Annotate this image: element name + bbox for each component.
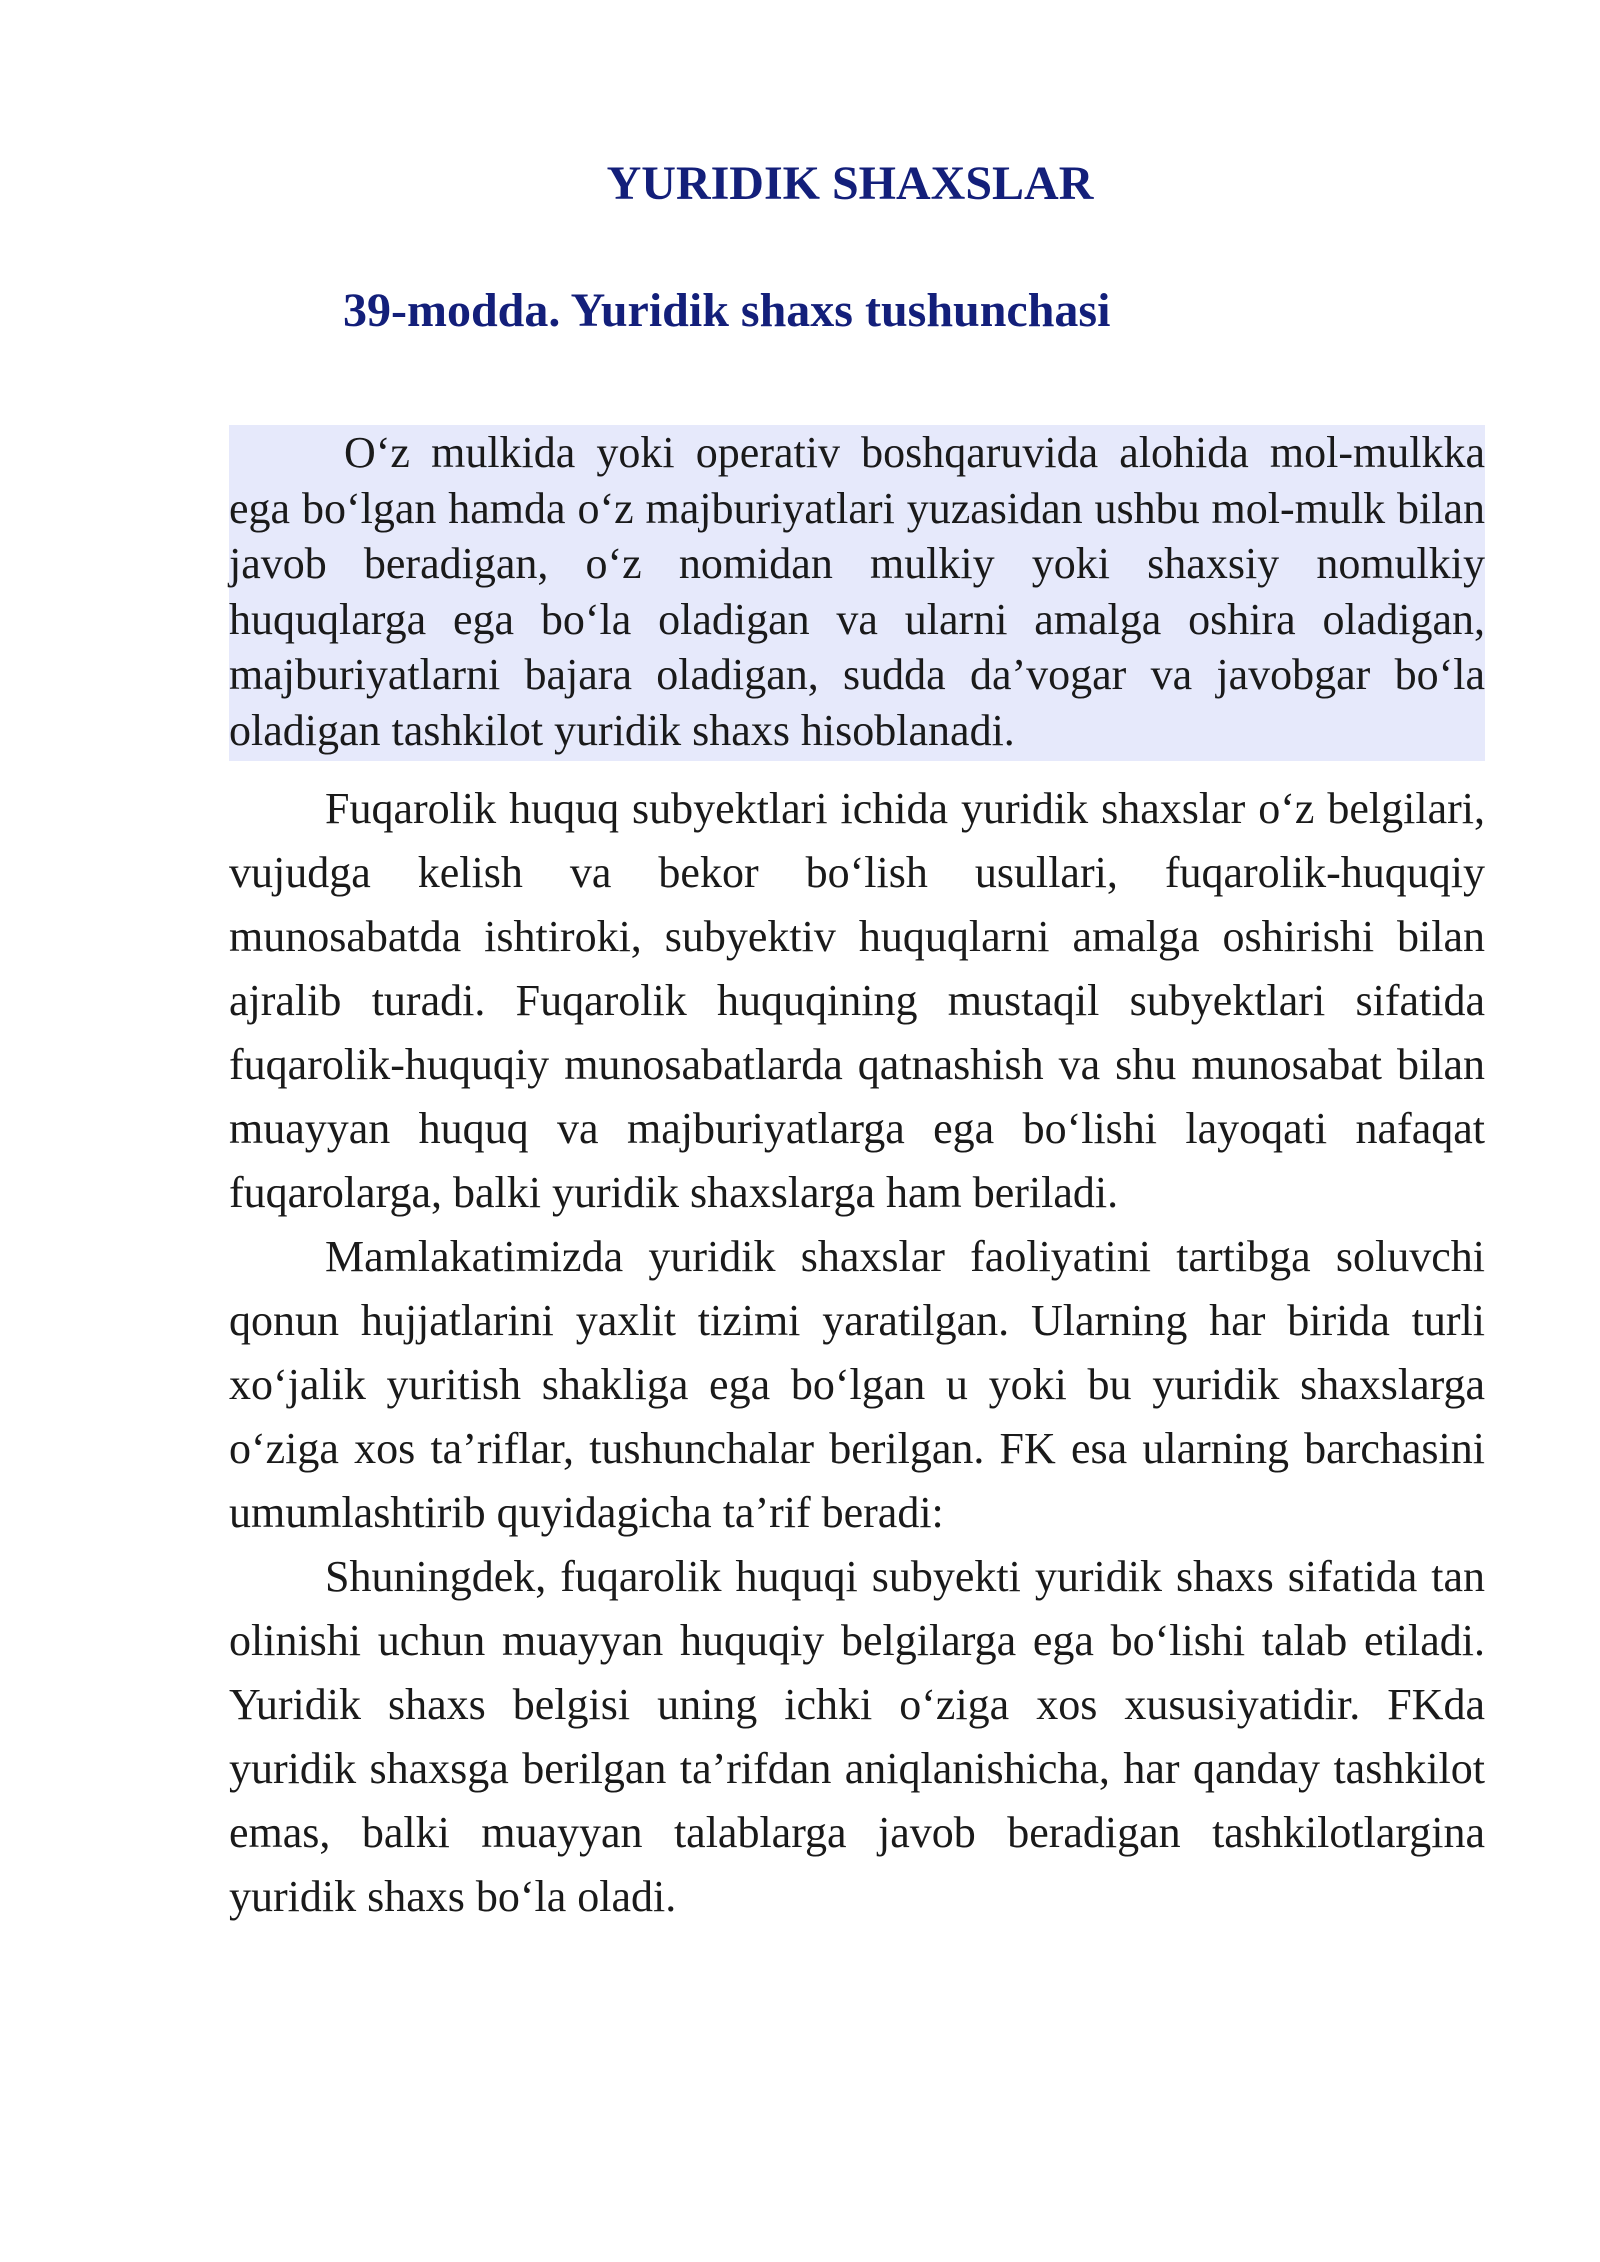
paragraph-3: Shuningdek, fuqarolik huquqi subyekti yuridik shaxs sifatida tan olinishi uchun muayyan huquqiy belgilarga ega bo‘lishi talab etiladi. Yuridik shaxs belgisi uning ichki o‘ziga xos xususiyatidir. FKda yuridik shaxsga berilgan ta’rifdan aniqlanishicha, har qanday tashkilot emas, balki muayyan talablarga javob beradigan tashkilotlargina yuridik shaxs bo‘la oladi. (229, 1552, 1485, 1921)
paragraph-1: Fuqarolik huquq subyektlari ichida yuridik shaxslar o‘z belgilari, vujudga kelish va bekor bo‘lish usullari, fuqarolik-huquqiy munosabatda ishtiroki, subyektiv huquqlarni amalga oshirishi bilan ajralib turadi. Fuqarolik huquqining mustaqil subyektlari sifatida fuqarolik-huquqiy munosabatlarda qatnashish va shu munosabat bilan muayyan huquq va majburiyatlarga ega bo‘lishi layoqati nafaqat fuqarolarga, balki yuridik shaxslarga ham beriladi. (229, 784, 1485, 1217)
page-title: YURIDIK SHAXSLAR (606, 157, 1094, 210)
body-text (229, 777, 1485, 1929)
paragraph-2: Mamlakatimizda yuridik shaxslar faoliyatini tartibga soluvchi qonun hujjatlarini yaxlit tizimi yaratilgan. Ularning har birida turli xo‘jalik yuritish shakliga ega bo‘lgan u yoki bu yuridik shaxslarga o‘ziga xos ta’riflar, tushunchalar berilgan. FK esa ularning barchasini umumlashtirib quyidagicha ta’rif beradi: (229, 1232, 1485, 1537)
definition-paragraph: O‘z mulkida yoki operativ boshqaruvida alohida mol-mulkka ega bo‘lgan hamda o‘z majburiyatlari yuzasidan ushbu mol-mulk bilan javob beradigan, o‘z nomidan mulkiy yoki shaxsiy nomulkiy huquqlarga ega bo‘la oladigan va ularni amalga oshira oladigan, majburiyatlarni bajara oladigan, sudda da’vogar va javobgar bo‘la oladigan tashkilot yuridik shaxs hisoblanadi. (229, 428, 1485, 755)
article-heading: 39-modda. Yuridik shaxs tushunchasi (343, 284, 1111, 337)
highlighted-definition (229, 425, 1485, 761)
